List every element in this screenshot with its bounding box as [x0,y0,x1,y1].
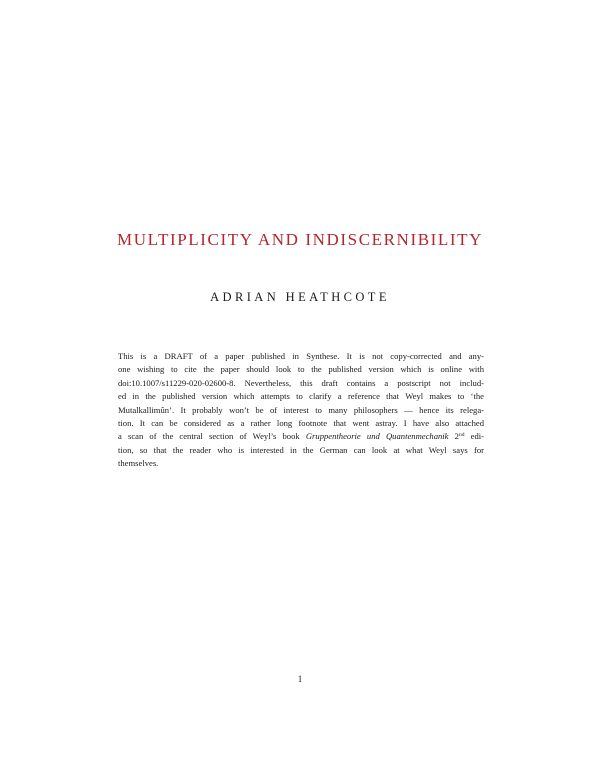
abstract-paragraph [118,350,484,471]
abstract-text: 2 [448,431,459,442]
book-title: Gruppentheorie und Quantenmechanik [305,431,449,442]
edition-superscript: nd [458,432,465,439]
abstract-line: tion, so that the reader who is interested in the German can look at what Weyl says for [118,444,484,455]
page-number: 1 [297,674,303,684]
author-name: ADRIAN HEATHCOTE [210,290,390,304]
abstract-line: ed in the published version which attempts to clarify a reference that Weyl makes to ‘the [118,391,484,402]
abstract-line: doi:10.1007/s11229-020-02600-8. Nevertheless, this draft contains a postscript not includ- [118,377,484,388]
abstract-line [118,430,484,443]
abstract-line: one wishing to cite the paper should look to the published version which is online with [118,364,484,375]
abstract-text: a scan of the central section of Weyl’s book [118,431,306,442]
abstract-line: This is a DRAFT of a paper published in Synthese. It is not copy-corrected and any- [118,351,484,361]
abstract-line: Mutalkallimûn’. It probably won’t be of interest to many philosophers — hence its relega- [118,404,484,415]
abstract-text: edi- [464,431,484,442]
abstract-line: themselves. [118,458,159,469]
paper-title: MULTIPLICITY AND INDISCERNIBILITY [116,230,484,249]
abstract-line: tion. It can be considered as a rather long footnote that went astray. I have also attached [118,418,484,429]
